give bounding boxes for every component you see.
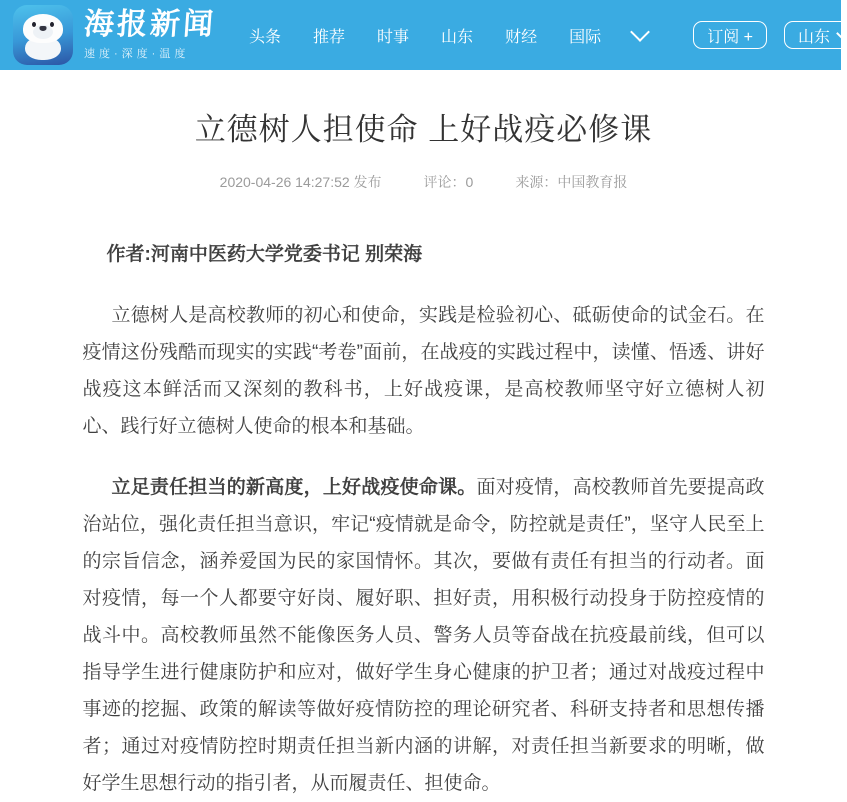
article-source: 来源：中国教育报 (515, 174, 628, 190)
seal-nose (40, 26, 47, 31)
comment-count: 评论：0 (423, 174, 474, 190)
publish-time: 2020-04-26 14:27:52 发布 (219, 174, 382, 190)
chevron-down-icon[interactable] (633, 32, 647, 39)
region-label: 山东 (797, 28, 830, 46)
site-logo[interactable] (13, 5, 216, 65)
article-paragraph-1: 立德树人是高校教师的初心和使命，实践是检验初心、砥砺使命的试金石。在疫情这份残酷而现实的实践“考卷”面前，在战疫的实践过程中，读懂、悟透、讲好战疫这本鲜活而又深刻的教科书，上好战疫课，是高校教师坚守好立德树人初心、践行好立德树人使命的根本和基础。 (82, 305, 765, 437)
seal-head-shape (23, 14, 63, 43)
main-nav (233, 24, 617, 47)
subscribe-label: 订阅 + (707, 28, 753, 46)
article-page (0, 104, 847, 802)
seal-eye-left (32, 22, 36, 27)
nav-item-international[interactable]: 国际 (569, 28, 602, 46)
article-title: 立德树人担使命 上好战疫必修课 (194, 112, 653, 147)
nav-item-shandong[interactable]: 山东 (441, 28, 474, 46)
seal-mascot-icon (13, 5, 73, 65)
seal-eye-right (50, 22, 54, 27)
subscribe-button[interactable] (693, 21, 767, 49)
region-button[interactable] (784, 21, 847, 49)
nav-item-recommend[interactable]: 推荐 (313, 28, 346, 46)
article-paragraph-2: 立足责任担当的新高度，上好战疫使命课。面对疫情，高校教师首先要提高政治站位，强化责任担当意识，牢记“疫情就是命令，防控就是责任”，坚守人民至上的宗旨信念，涵养爱国为民的家国情怀。其次，要做有责任有担当的行动者。面对疫情，每一个人都要守好岗、履好职、担好责，用积极行动投身于防控疫情的战斗中。高校教师虽然不能像医务人员、警务人员等奋战在抗疫最前线，但可以指导学生进行健康防护和应对，做好学生身心健康的护卫者；通过对战疫过程中事迹的挖掘、政策的解读等做好疫情防控的理论研究者、科研支持者和思想传播者；通过对疫情防控时期责任担当新内涵的讲解，对责任担当新要求的明晰，做好学生思想行动的指引者，从而履责任、担使命。 (82, 477, 765, 794)
article-body (83, 236, 765, 802)
article-meta (0, 172, 847, 192)
author-line: 作者:河南中医药大学党委书记 别荣海 (106, 244, 423, 265)
site-header (0, 0, 847, 70)
paragraph-lead: 立足责任担当的新高度，上好战疫使命课。 (111, 477, 477, 498)
logo-text-block (82, 7, 218, 61)
logo-title: 海报新闻 (82, 7, 218, 41)
header-actions (693, 21, 847, 49)
scrollbar-track[interactable] (841, 0, 847, 802)
nav-item-finance[interactable]: 财经 (505, 28, 538, 46)
chevron-glyph (630, 22, 650, 42)
logo-tagline: 速度·深度·温度 (84, 47, 190, 60)
nav-item-headlines[interactable]: 头条 (249, 28, 282, 46)
nav-item-current-affairs[interactable]: 时事 (377, 28, 410, 46)
